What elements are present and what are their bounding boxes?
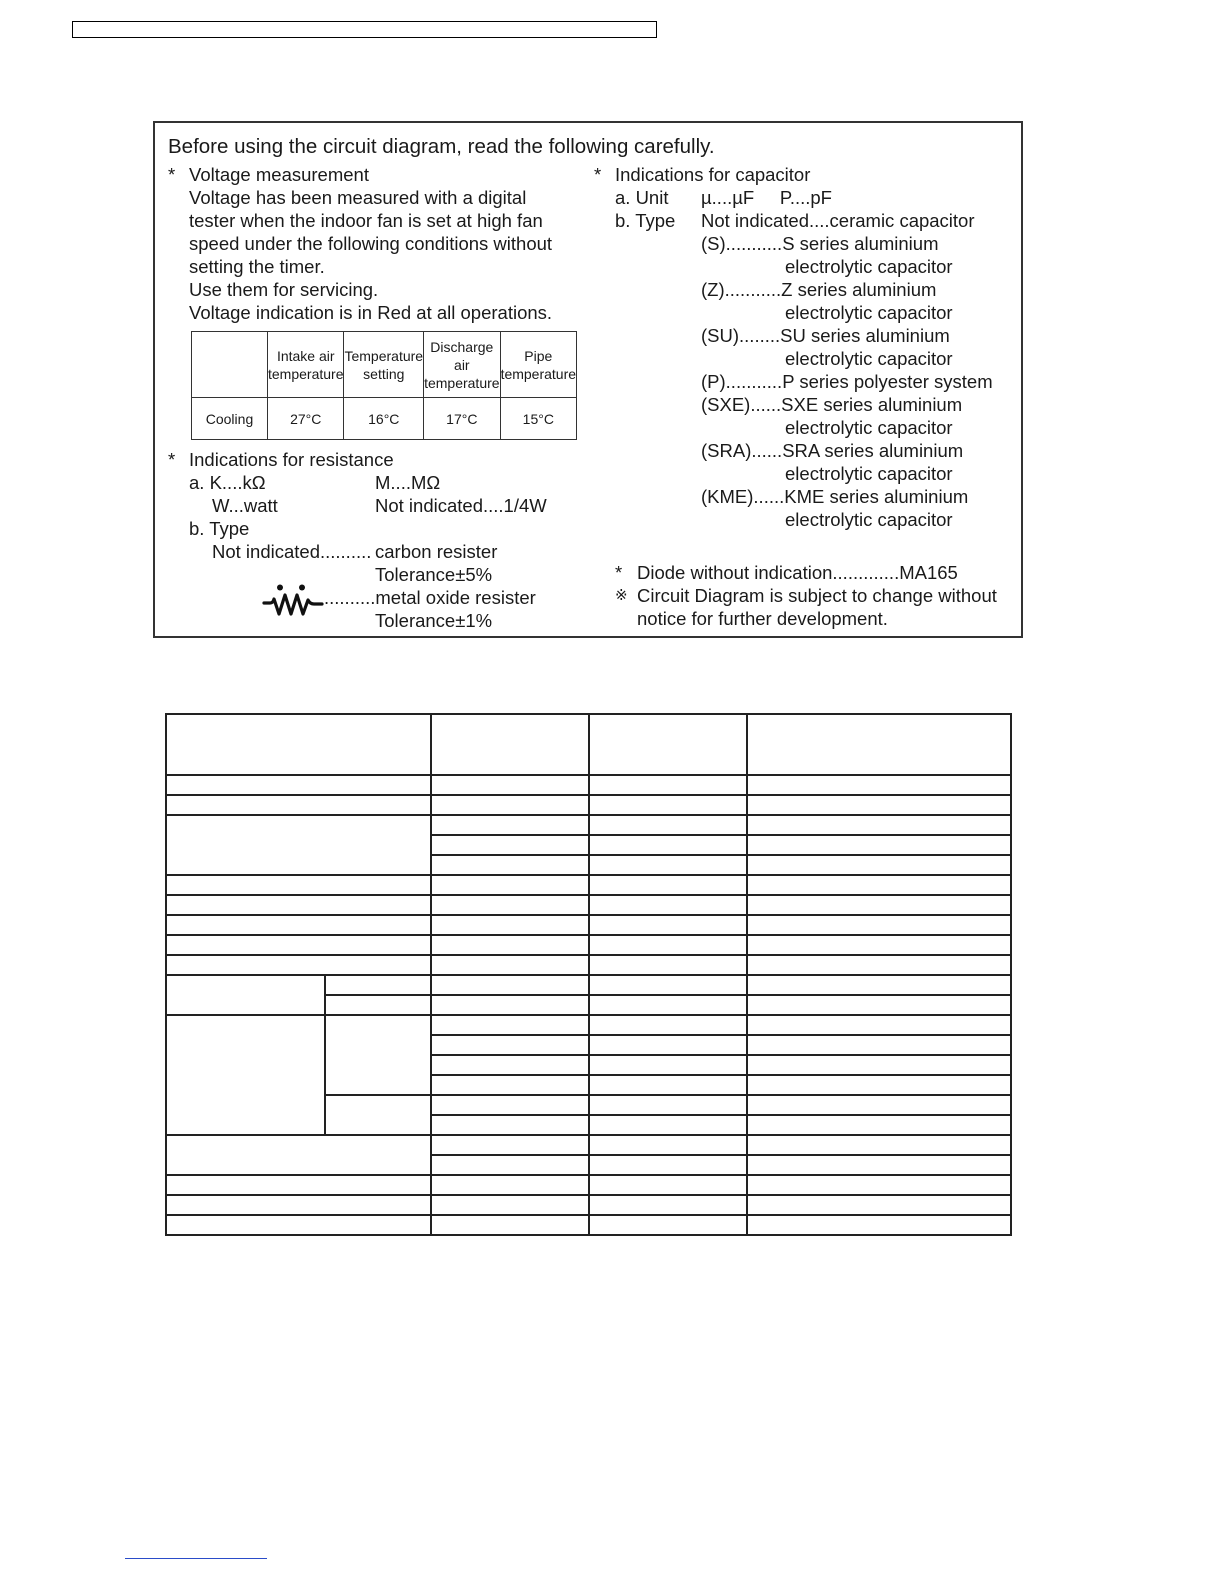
table-row [166, 795, 1011, 815]
capacitor-type-line: Not indicated....ceramic capacitor [701, 210, 975, 231]
voltage-line: tester when the indoor fan is set at high fan [189, 210, 543, 231]
metal-oxide-resistor-icon [262, 583, 324, 617]
capacitor-type-line: (S)...........S series aluminium [701, 233, 939, 254]
capacitor-type-line: electrolytic capacitor [785, 509, 953, 530]
capacitor-type-line: (SXE)......SXE series aluminium [701, 394, 963, 415]
reference-mark: ※ [615, 587, 628, 604]
voltage-line: Voltage has been measured with a digital [189, 187, 527, 208]
capacitor-unit-value: µ....µF P....pF [701, 187, 832, 208]
capacitor-star: * [594, 164, 602, 185]
change-notice-line2: notice for further development. [637, 608, 888, 629]
resistance-unit-w: W...watt [212, 495, 278, 516]
table-row [166, 915, 1011, 935]
table-row [166, 775, 1011, 795]
table-row [166, 714, 1011, 775]
change-notice-line1: Circuit Diagram is subject to change without [637, 585, 997, 606]
capacitor-type-label: b. Type [615, 210, 676, 231]
resistance-unit-m: M....MΩ [375, 472, 441, 493]
diode-star: * [615, 562, 623, 583]
specification-table [165, 713, 1012, 1236]
capacitor-type-line: (Z)...........Z series aluminium [701, 279, 937, 300]
notes-title: Before using the circuit diagram, read the following carefully. [168, 135, 715, 158]
voltage-heading: Voltage measurement [189, 164, 369, 185]
capacitor-heading: Indications for capacitor [615, 164, 811, 185]
capacitor-type-line: electrolytic capacitor [785, 463, 953, 484]
capacitor-type-line: electrolytic capacitor [785, 302, 953, 323]
resistance-metal-tolerance: Tolerance±1% [375, 610, 493, 631]
empty-header-cell [192, 332, 268, 398]
table-row [166, 815, 1011, 835]
footer-link-underline [125, 1558, 267, 1559]
capacitor-type-line: (SU)........SU series aluminium [701, 325, 950, 346]
table-row [166, 1135, 1011, 1155]
table-row [166, 1195, 1011, 1215]
voltage-line: Voltage indication is in Red at all operations. [189, 302, 553, 323]
table-row [166, 955, 1011, 975]
table-row [166, 975, 1011, 995]
resistance-type-label: b. Type [189, 518, 250, 539]
table-row [166, 1015, 1011, 1035]
header-intake-air-temperature: Intake air temperature [268, 332, 344, 398]
header-pipe-temperature: Pipe temperature [500, 332, 576, 398]
voltage-line: speed under the following conditions without [189, 233, 553, 254]
capacitor-type-line: electrolytic capacitor [785, 417, 953, 438]
table-row [166, 1175, 1011, 1195]
value-cell: 16°C [344, 398, 424, 440]
capacitor-type-line: (KME)......KME series aluminium [701, 486, 969, 507]
value-cell: 17°C [424, 398, 500, 440]
voltage-line: Use them for servicing. [189, 279, 379, 300]
capacitor-type-line: (P)...........P series polyester system [701, 371, 993, 392]
voltage-line: setting the timer. [189, 256, 325, 277]
header-box [72, 21, 657, 38]
table-row [166, 935, 1011, 955]
resistance-carbon: carbon resister [375, 541, 498, 562]
capacitor-type-line: electrolytic capacitor [785, 256, 953, 277]
resistance-heading: Indications for resistance [189, 449, 394, 470]
mode-cell: Cooling [192, 398, 268, 440]
resistance-not-indicated: Not indicated.......... [212, 541, 372, 562]
table-row [166, 875, 1011, 895]
resistance-metal-oxide: ..........metal oxide resister [324, 587, 536, 608]
value-cell: 15°C [500, 398, 576, 440]
table-row [166, 1215, 1011, 1235]
header-discharge-air-temperature: Discharge air temperature [424, 332, 500, 398]
conditions-table [191, 331, 577, 440]
capacitor-type-line: (SRA)......SRA series aluminium [701, 440, 964, 461]
capacitor-unit-label: a. Unit [615, 187, 669, 208]
header-temperature-setting: Temperature setting [344, 332, 424, 398]
capacitor-type-line: electrolytic capacitor [785, 348, 953, 369]
resistance-default-wattage: Not indicated....1/4W [375, 495, 547, 516]
resistance-carbon-tolerance: Tolerance±5% [375, 564, 493, 585]
value-cell: 27°C [268, 398, 344, 440]
resistance-unit-k: a. K....kΩ [189, 472, 266, 493]
resistance-star: * [168, 449, 176, 470]
voltage-star: * [168, 164, 176, 185]
table-row [166, 895, 1011, 915]
diode-note: Diode without indication.............MA165 [637, 562, 958, 583]
